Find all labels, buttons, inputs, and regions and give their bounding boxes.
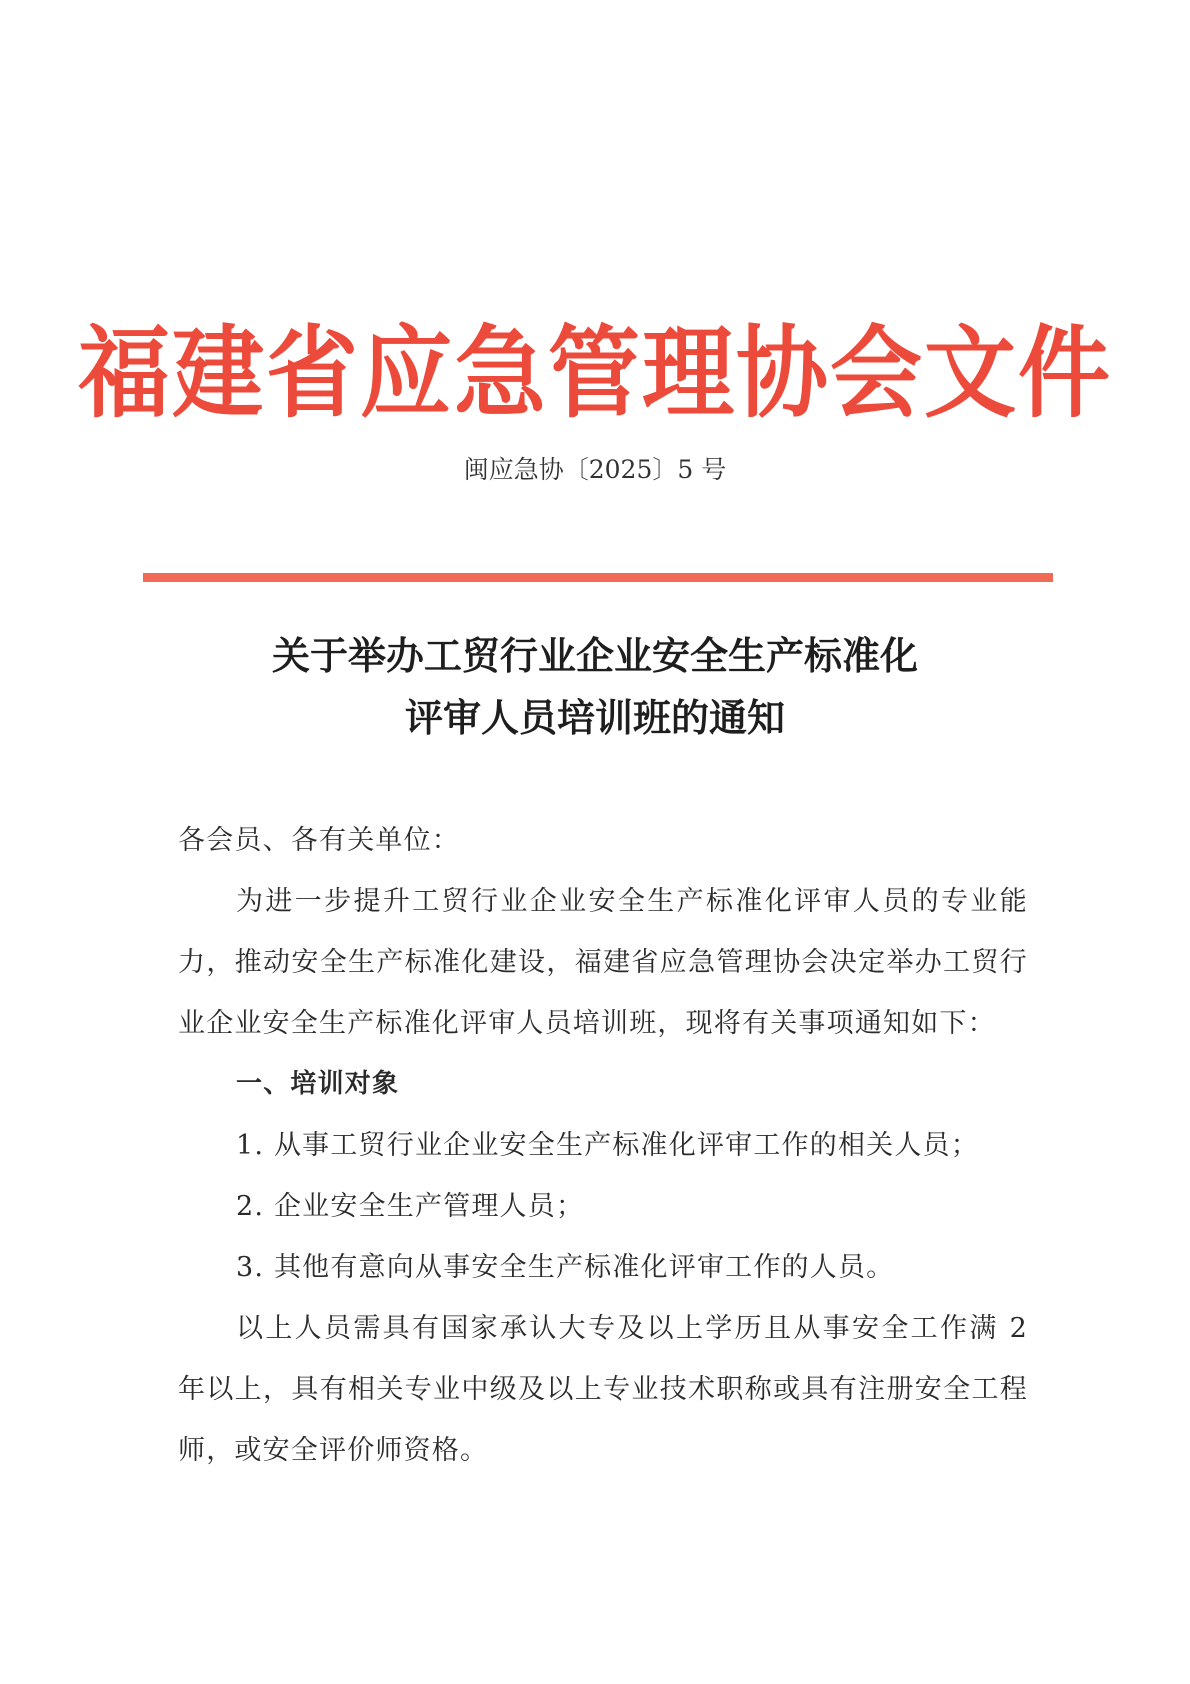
section-heading-training-targets: 一、培训对象 (236, 1069, 400, 1099)
document-masthead: 福建省应急管理协会文件 (77, 314, 1112, 432)
intro-paragraph: 为进一步提升工贸行业企业安全生产标准化评审人员的专业能力，推动安全生产标准化建设，福建省应急管理协会决定举办工贸行业企业安全生产标准化评审人员培训班，现将有关事项通知如下： (178, 886, 1028, 1039)
list-item: 2. 企业安全生产管理人员； (236, 1191, 585, 1222)
requirement-paragraph: 以上人员需具有国家承认大专及以上学历且从事安全工作满 2 年以上，具有相关专业中级及以上专业技术职称或具有注册安全工程师，或安全评价师资格。 (178, 1313, 1028, 1466)
salutation: 各会员、各有关单位： (178, 825, 460, 856)
list-item: 1. 从事工贸行业企业安全生产标准化评审工作的相关人员； (236, 1130, 979, 1161)
notice-title (0, 625, 1190, 749)
notice-title-line-2: 评审人员培训班的通知 (404, 696, 785, 740)
notice-title-line-1: 关于举办工贸行业企业安全生产标准化 (271, 634, 918, 678)
notice-body (178, 810, 1028, 1481)
list-item: 3. 其他有意向从事安全生产标准化评审工作的人员。 (236, 1252, 895, 1283)
document-number: 闽应急协〔2025〕5 号 (463, 455, 727, 484)
red-divider-line (143, 573, 1053, 582)
